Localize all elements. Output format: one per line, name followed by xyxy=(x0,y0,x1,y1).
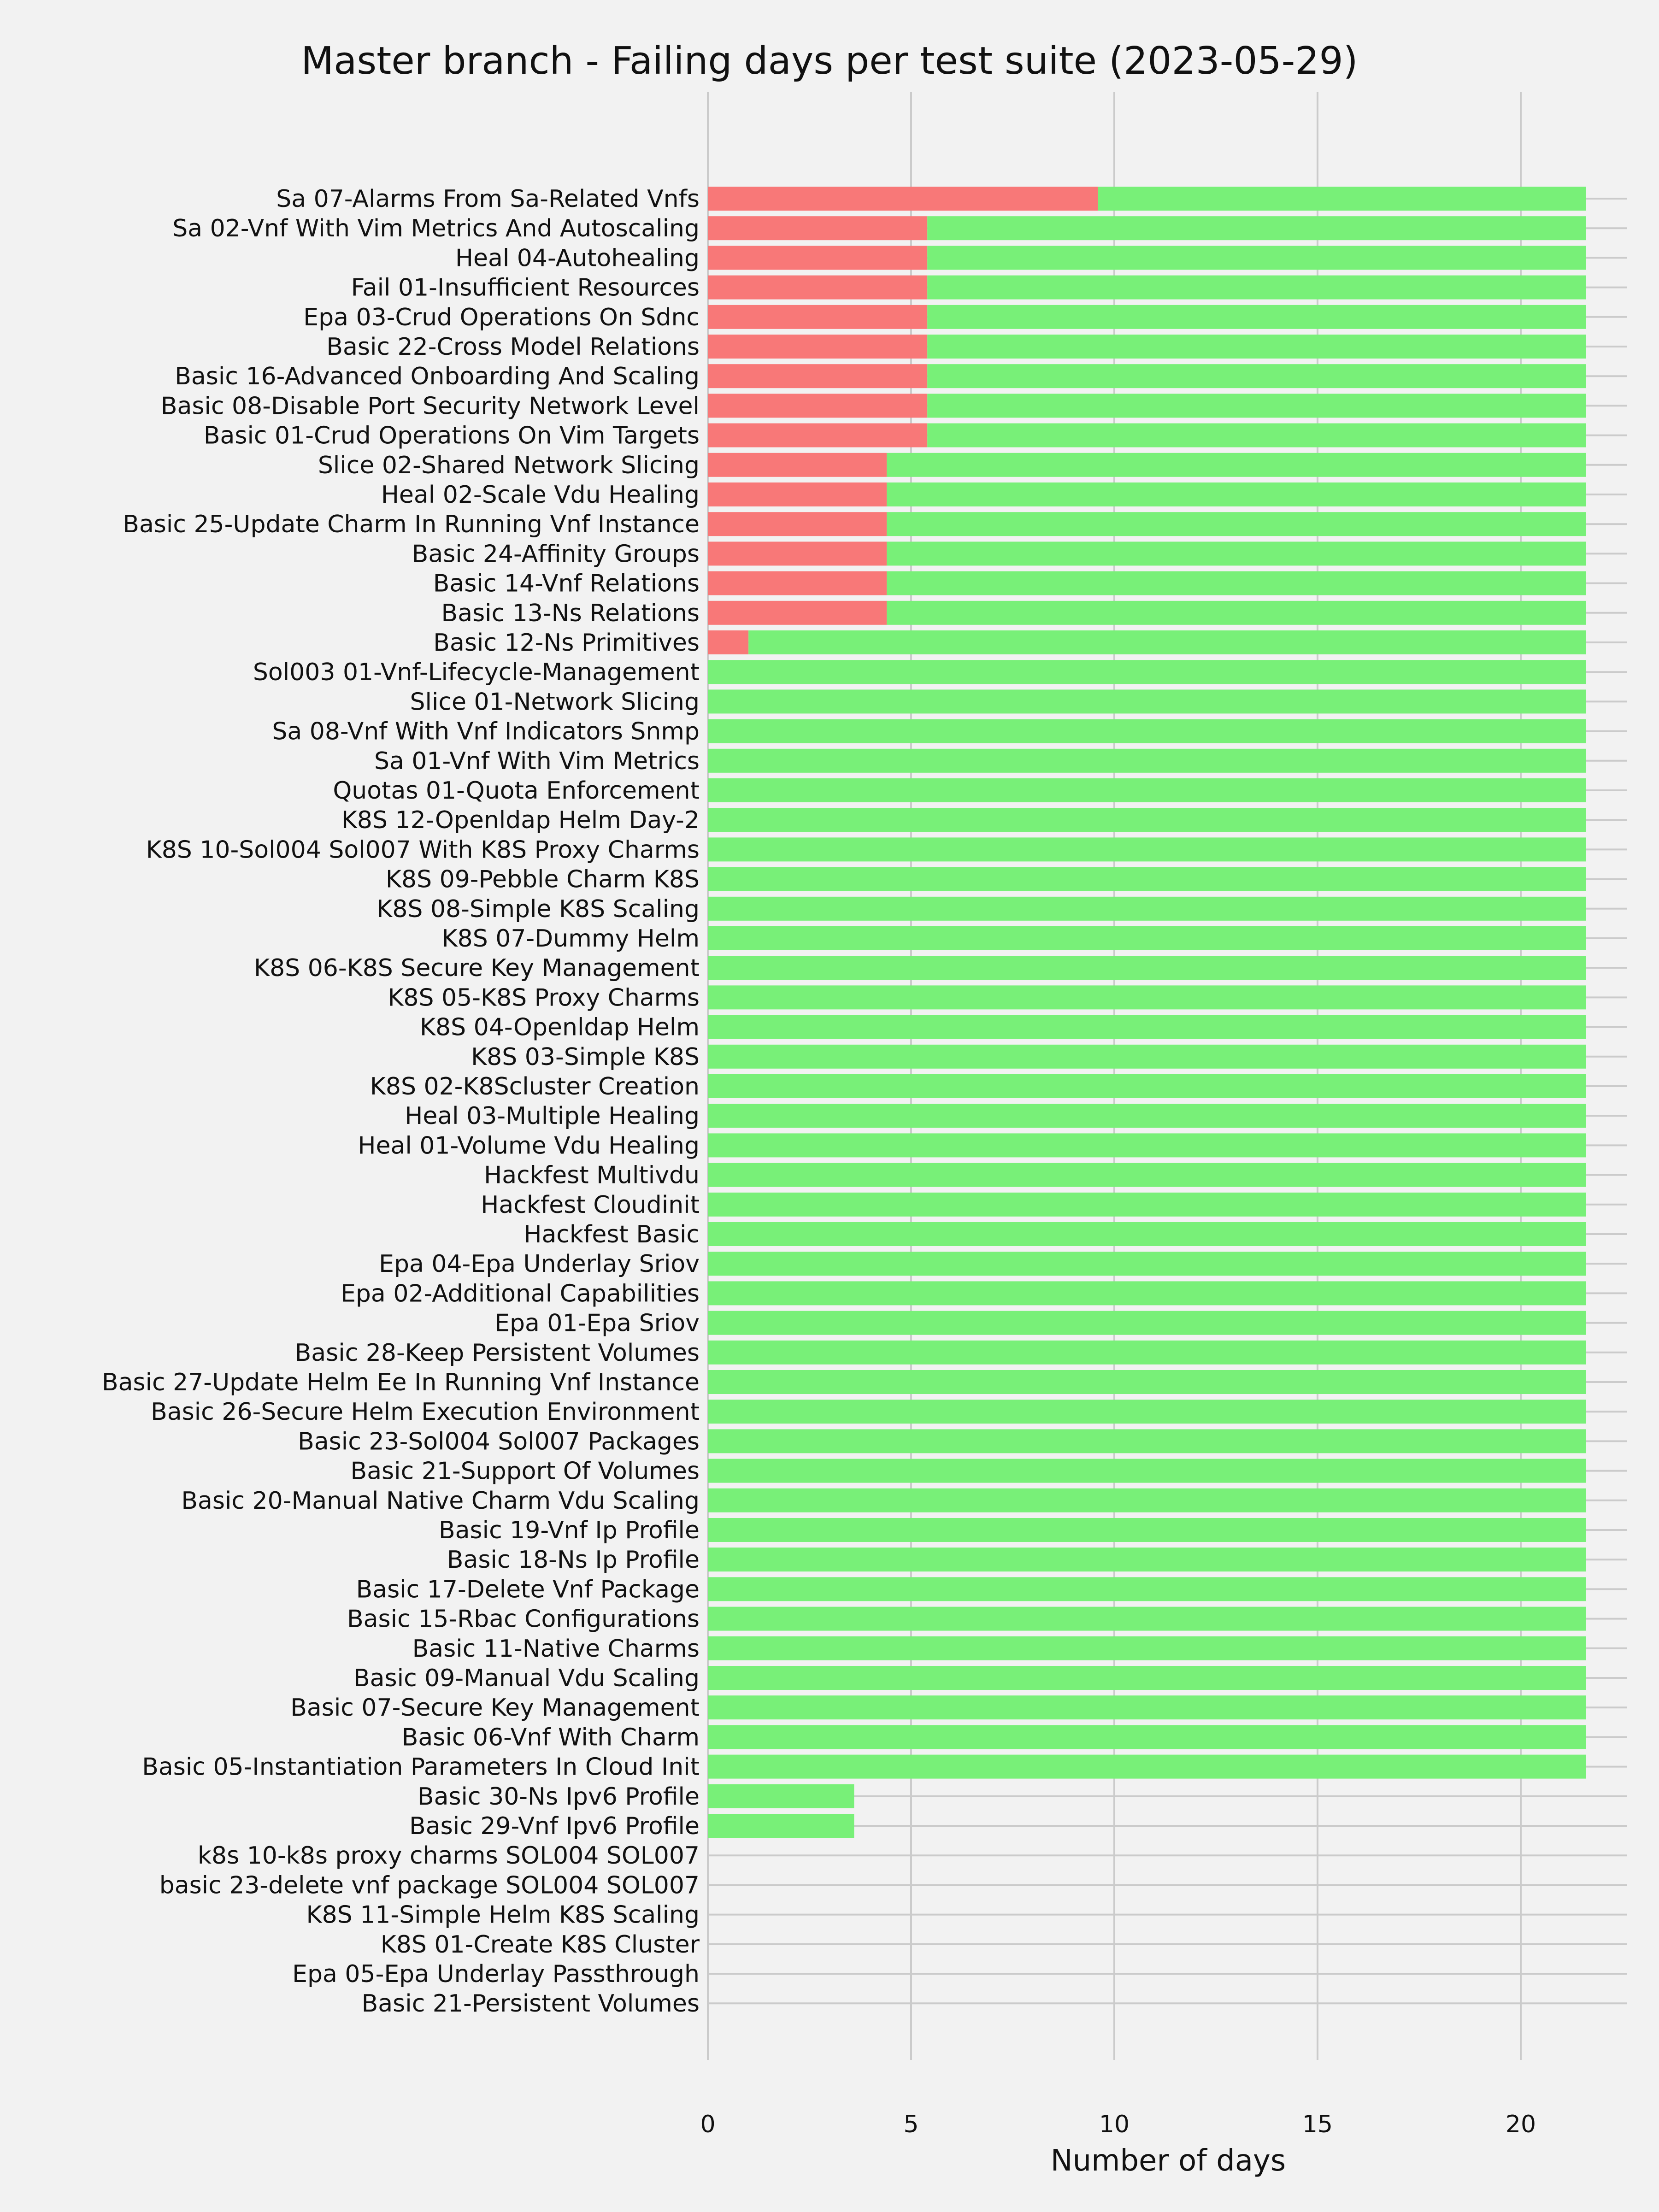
y-tick-label: Basic 19-Vnf Ip Profile xyxy=(438,1517,700,1544)
y-tick-label: Basic 18-Ns Ip Profile xyxy=(447,1546,700,1574)
bar-failing-segment xyxy=(708,541,887,565)
y-tick-label: Basic 06-Vnf With Charm xyxy=(401,1724,700,1752)
bar-passing-segment xyxy=(708,1281,1586,1305)
bar-passing-segment xyxy=(708,1104,1586,1128)
y-tick-label: k8s 10-k8s proxy charms SOL004 SOL007 xyxy=(197,1842,700,1870)
y-tick-label: Basic 11-Native Charms xyxy=(412,1635,700,1663)
y-tick-label: Basic 21-Persistent Volumes xyxy=(361,1990,700,2018)
y-tick-label: K8S 09-Pebble Charm K8S xyxy=(385,865,700,894)
bar-passing-segment xyxy=(708,1459,1586,1483)
bar-passing-segment xyxy=(708,926,1586,950)
y-tick-label: Epa 01-Epa Sriov xyxy=(494,1309,700,1337)
y-tick-label: K8S 12-Openldap Helm Day-2 xyxy=(341,806,700,835)
bar-failing-segment xyxy=(708,276,927,300)
bar-passing-segment xyxy=(927,305,1586,329)
x-tick-label: 10 xyxy=(1099,2111,1130,2138)
bar-failing-segment xyxy=(708,630,748,654)
bar-passing-segment xyxy=(708,1725,1586,1749)
x-tick-label: 15 xyxy=(1302,2111,1333,2138)
y-tick-label: Sa 08-Vnf With Vnf Indicators Snmp xyxy=(272,718,700,746)
bar-passing-segment xyxy=(887,541,1586,565)
y-tick-label: K8S 08-Simple K8S Scaling xyxy=(377,895,700,923)
bar-passing-segment xyxy=(708,1133,1586,1157)
y-tick-label: Basic 22-Cross Model Relations xyxy=(326,333,700,361)
bar-passing-segment xyxy=(708,1695,1586,1719)
bar-passing-segment xyxy=(708,719,1586,743)
bar-passing-segment xyxy=(708,1341,1586,1365)
y-tick-label: Basic 12-Ns Primitives xyxy=(433,629,700,657)
y-tick-label: Basic 15-Rbac Configurations xyxy=(347,1605,700,1633)
bar-passing-segment xyxy=(708,1814,854,1838)
bar-passing-segment xyxy=(708,1222,1586,1246)
bars xyxy=(708,187,1586,1838)
y-tick-label: K8S 06-K8S Secure Key Management xyxy=(253,954,700,982)
y-tick-label: K8S 02-K8Scluster Creation xyxy=(370,1073,700,1100)
y-tick-label: Hackfest Multivdu xyxy=(484,1161,700,1189)
y-tick-label: Heal 02-Scale Vdu Healing xyxy=(381,481,700,509)
y-tick-label: Basic 16-Advanced Onboarding And Scaling xyxy=(175,363,700,391)
bar-passing-segment xyxy=(708,1547,1586,1571)
y-tick-label: Basic 07-Secure Key Management xyxy=(290,1694,700,1722)
bar-passing-segment xyxy=(887,571,1586,595)
bar-passing-segment xyxy=(708,837,1586,861)
bar-failing-segment xyxy=(708,453,887,477)
bar-passing-segment xyxy=(708,808,1586,832)
y-tick-label: Basic 05-Instantiation Parameters In Cloud Init xyxy=(142,1753,700,1781)
y-tick-label: Hackfest Basic xyxy=(524,1221,700,1248)
y-tick-label: K8S 01-Create K8S Cluster xyxy=(380,1930,700,1959)
bar-passing-segment xyxy=(887,512,1586,536)
bar-failing-segment xyxy=(708,364,927,388)
bar-passing-segment xyxy=(708,1666,1586,1690)
y-tick-label: Basic 13-Ns Relations xyxy=(441,599,700,627)
x-tick-label: 20 xyxy=(1505,2111,1536,2138)
bar-passing-segment xyxy=(708,1784,854,1808)
y-tick-label: Sa 02-Vnf With Vim Metrics And Autoscaling xyxy=(172,215,700,243)
x-tick-label: 5 xyxy=(903,2111,919,2138)
y-tick-label: Quotas 01-Quota Enforcement xyxy=(333,777,700,805)
x-axis-ticks xyxy=(700,2111,1536,2138)
bar-passing-segment xyxy=(927,276,1586,300)
y-tick-label: K8S 10-Sol004 Sol007 With K8S Proxy Charms xyxy=(146,836,700,864)
x-tick-label: 0 xyxy=(700,2111,716,2138)
y-tick-label: K8S 07-Dummy Helm xyxy=(441,925,700,953)
bar-passing-segment xyxy=(708,1045,1586,1069)
bar-passing-segment xyxy=(1098,187,1586,211)
bar-passing-segment xyxy=(887,482,1586,506)
y-tick-label: K8S 05-K8S Proxy Charms xyxy=(388,984,700,1012)
bar-passing-segment xyxy=(708,778,1586,802)
bar-passing-segment xyxy=(708,867,1586,891)
bar-passing-segment xyxy=(708,1755,1586,1779)
bar-passing-segment xyxy=(708,1577,1586,1601)
bar-failing-segment xyxy=(708,601,887,625)
bar-passing-segment xyxy=(708,897,1586,921)
y-tick-label: Basic 21-Support Of Volumes xyxy=(350,1457,700,1485)
y-axis-labels xyxy=(102,185,700,2018)
y-tick-label: Basic 14-Vnf Relations xyxy=(433,570,700,598)
y-tick-label: Basic 08-Disable Port Security Network Level xyxy=(160,392,700,420)
y-tick-label: Sa 07-Alarms From Sa-Related Vnfs xyxy=(276,185,700,213)
bar-passing-segment xyxy=(927,216,1586,240)
x-axis-label: Number of days xyxy=(1050,2144,1286,2178)
bar-passing-segment xyxy=(887,453,1586,477)
chart-title: Master branch - Failing days per test suite (2023-05-29) xyxy=(301,39,1358,83)
y-tick-label: Slice 02-Shared Network Slicing xyxy=(318,451,700,479)
bar-failing-segment xyxy=(708,424,927,447)
bar-passing-segment xyxy=(927,246,1586,270)
y-tick-label: Heal 03-Multiple Healing xyxy=(405,1102,700,1130)
bar-failing-segment xyxy=(708,571,887,595)
y-tick-label: Basic 09-Manual Vdu Scaling xyxy=(353,1665,700,1692)
bar-passing-segment xyxy=(708,1518,1586,1542)
y-tick-label: Epa 02-Additional Capabilities xyxy=(341,1280,700,1308)
bar-passing-segment xyxy=(927,364,1586,388)
bar-failing-segment xyxy=(708,512,887,536)
y-tick-label: K8S 11-Simple Helm K8S Scaling xyxy=(306,1901,700,1929)
bar-passing-segment xyxy=(708,1488,1586,1512)
y-tick-label: Basic 20-Manual Native Charm Vdu Scaling xyxy=(181,1487,700,1515)
y-tick-label: K8S 04-Openldap Helm xyxy=(419,1013,700,1041)
bar-passing-segment xyxy=(708,1074,1586,1098)
bar-passing-segment xyxy=(708,1400,1586,1424)
bar-passing-segment xyxy=(748,630,1586,654)
bar-failing-segment xyxy=(708,335,927,359)
y-tick-label: Epa 04-Epa Underlay Sriov xyxy=(379,1250,700,1278)
bar-passing-segment xyxy=(708,1370,1586,1394)
y-tick-label: Basic 27-Update Helm Ee In Running Vnf Instance xyxy=(101,1369,700,1396)
bar-failing-segment xyxy=(708,305,927,329)
y-tick-label: Basic 26-Secure Helm Execution Environment xyxy=(151,1398,700,1426)
bar-passing-segment xyxy=(708,1163,1586,1187)
y-tick-label: Basic 23-Sol004 Sol007 Packages xyxy=(298,1428,700,1456)
bar-passing-segment xyxy=(708,689,1586,713)
y-tick-label: Basic 17-Delete Vnf Package xyxy=(356,1576,700,1604)
bar-failing-segment xyxy=(708,187,1098,211)
y-tick-label: Basic 24-Affinity Groups xyxy=(412,540,700,568)
bar-failing-segment xyxy=(708,216,927,240)
bar-failing-segment xyxy=(708,482,887,506)
y-tick-label: Basic 01-Crud Operations On Vim Targets xyxy=(203,422,700,450)
y-tick-label: Sol003 01-Vnf-Lifecycle-Management xyxy=(253,659,700,687)
y-tick-label: Slice 01-Network Slicing xyxy=(410,688,700,716)
bar-passing-segment xyxy=(927,394,1586,418)
y-tick-label: basic 23-delete vnf package SOL004 SOL007 xyxy=(159,1871,700,1900)
y-tick-label: Epa 03-Crud Operations On Sdnc xyxy=(303,303,700,331)
y-tick-label: Basic 25-Update Charm In Running Vnf Instance xyxy=(123,511,700,539)
y-tick-label: Basic 28-Keep Persistent Volumes xyxy=(294,1339,700,1367)
bar-passing-segment xyxy=(708,985,1586,1009)
bar-passing-segment xyxy=(708,1636,1586,1660)
bar-passing-segment xyxy=(708,1607,1586,1631)
bar-passing-segment xyxy=(708,1193,1586,1217)
y-tick-label: Basic 29-Vnf Ipv6 Profile xyxy=(409,1812,700,1840)
y-tick-label: Fail 01-Insufficient Resources xyxy=(351,274,700,302)
bar-passing-segment xyxy=(708,956,1586,980)
bar-passing-segment xyxy=(708,1252,1586,1276)
bar-passing-segment xyxy=(927,335,1586,359)
y-tick-label: Epa 05-Epa Underlay Passthrough xyxy=(292,1960,700,1988)
y-tick-label: Hackfest Cloudinit xyxy=(481,1191,700,1219)
y-tick-label: Heal 04-Autohealing xyxy=(455,244,700,272)
bar-passing-segment xyxy=(708,1429,1586,1453)
bar-failing-segment xyxy=(708,394,927,418)
bar-passing-segment xyxy=(708,1311,1586,1335)
y-tick-label: Basic 30-Ns Ipv6 Profile xyxy=(417,1783,700,1811)
bar-passing-segment xyxy=(927,424,1586,447)
bar-passing-segment xyxy=(708,749,1586,773)
bar-passing-segment xyxy=(708,660,1586,684)
y-tick-label: Sa 01-Vnf With Vim Metrics xyxy=(374,747,700,775)
bar-failing-segment xyxy=(708,246,927,270)
bar-passing-segment xyxy=(887,601,1586,625)
y-tick-label: K8S 03-Simple K8S xyxy=(471,1043,700,1071)
y-tick-label: Heal 01-Volume Vdu Healing xyxy=(358,1132,700,1160)
bar-passing-segment xyxy=(708,1015,1586,1039)
